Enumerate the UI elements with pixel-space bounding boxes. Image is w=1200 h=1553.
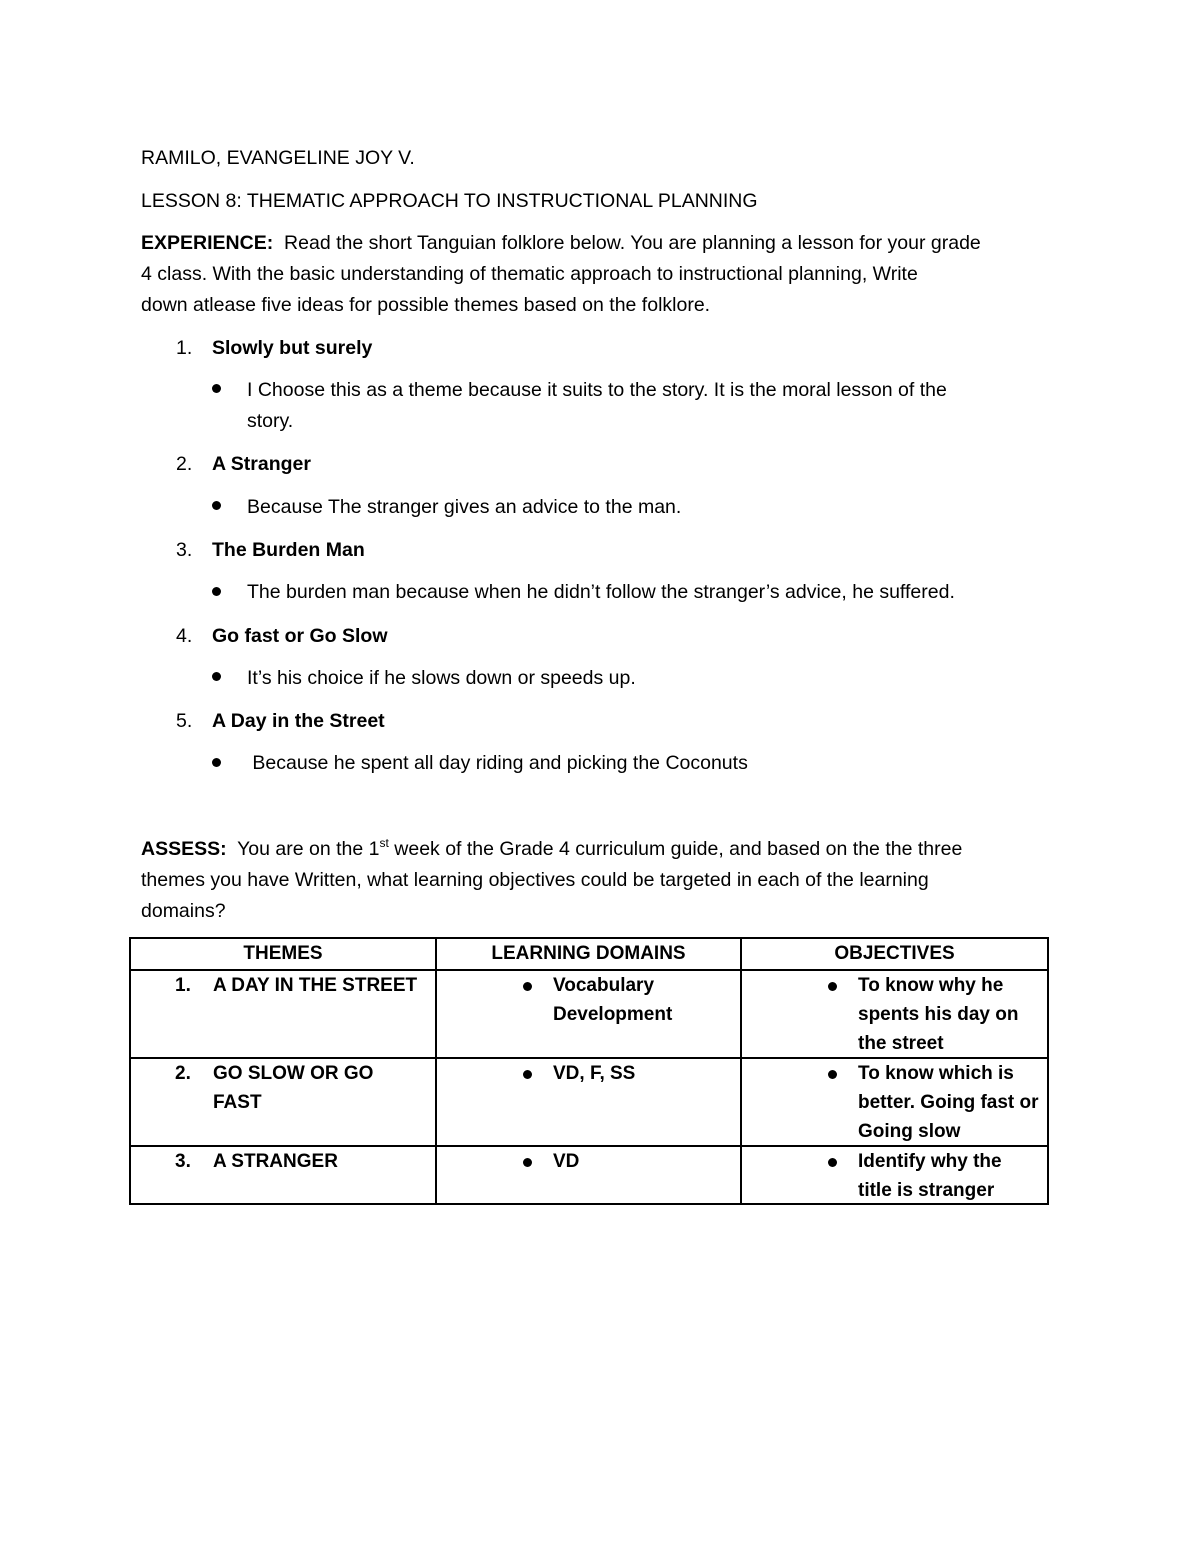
theme-title: A Stranger xyxy=(212,453,311,475)
bullet-icon xyxy=(212,587,221,596)
row-theme: A DAY IN THE STREET xyxy=(213,975,418,996)
bullet-icon xyxy=(523,1070,532,1079)
table-row xyxy=(130,1058,1048,1146)
assess-text-b: week of the Grade 4 curriculum guide, and based on the the three xyxy=(388,838,963,860)
theme-title: Slowly but surely xyxy=(212,337,373,359)
domain-cell xyxy=(436,1146,741,1204)
experience-line-1 xyxy=(141,231,981,255)
assess-line-1 xyxy=(141,837,962,861)
row-theme: A STRANGER xyxy=(213,1151,338,1172)
bullet-icon xyxy=(212,758,221,767)
assess-label: ASSESS: xyxy=(141,838,227,860)
bullet-icon xyxy=(828,1158,837,1167)
bullet-icon xyxy=(212,501,221,510)
row-objective: To know why he spents his day on the street xyxy=(858,975,1019,1054)
theme-number: 2. xyxy=(176,453,193,475)
experience-label: EXPERIENCE: xyxy=(141,232,274,254)
row-number: 1. xyxy=(175,975,191,996)
header-learning-domains: LEARNING DOMAINS xyxy=(436,938,741,970)
bullet-icon xyxy=(523,982,532,991)
domain-cell xyxy=(436,970,741,1058)
theme-reason: story. xyxy=(247,410,294,432)
theme-number: 3. xyxy=(176,539,193,561)
row-domain: VD xyxy=(553,1151,580,1172)
objectives-table xyxy=(129,937,1049,1205)
experience-line-3: down atlease five ideas for possible themes based on the folklore. xyxy=(141,294,711,316)
table-row xyxy=(130,1146,1048,1204)
domain-cell xyxy=(436,1058,741,1146)
table-header-row xyxy=(130,938,1048,970)
row-number: 2. xyxy=(175,1063,191,1084)
theme-number: 5. xyxy=(176,710,193,732)
experience-line-2: 4 class. With the basic understanding of thematic approach to instructional planning, Write xyxy=(141,263,918,285)
bullet-icon xyxy=(212,672,221,681)
theme-number: 4. xyxy=(176,625,193,647)
row-domain: VD, F, SS xyxy=(553,1063,636,1084)
assess-line-2: themes you have Written, what learning objectives could be targeted in each of the learning xyxy=(141,869,929,891)
theme-reason: Because he spent all day riding and picking the Coconuts xyxy=(247,752,748,774)
theme-title: The Burden Man xyxy=(212,539,365,561)
theme-cell xyxy=(130,1058,436,1146)
bullet-icon xyxy=(828,1070,837,1079)
table-row xyxy=(130,970,1048,1058)
experience-text-1: Read the short Tanguian folklore below. You are planning a lesson for your grade xyxy=(284,232,981,254)
bullet-icon xyxy=(828,982,837,991)
row-theme: GO SLOW OR GO FAST xyxy=(213,1063,374,1113)
theme-reason: The burden man because when he didn’t follow the stranger’s advice, he suffered. xyxy=(247,581,955,603)
theme-title: A Day in the Street xyxy=(212,710,385,732)
theme-reason: I Choose this as a theme because it suits to the story. It is the moral lesson of the xyxy=(247,379,947,401)
lesson-title: LESSON 8: THEMATIC APPROACH TO INSTRUCTIONAL PLANNING xyxy=(141,190,758,212)
assess-text-a: You are on the 1 xyxy=(237,838,380,860)
objective-cell xyxy=(741,1058,1048,1146)
objective-cell xyxy=(741,970,1048,1058)
assess-line-3: domains? xyxy=(141,900,226,922)
theme-title: Go fast or Go Slow xyxy=(212,625,388,647)
row-objective: Identify why the title is stranger xyxy=(858,1151,1002,1201)
theme-cell xyxy=(130,1146,436,1204)
header-objectives: OBJECTIVES xyxy=(741,938,1048,970)
assess-sup: st xyxy=(379,835,389,850)
theme-number: 1. xyxy=(176,337,193,359)
header-themes: THEMES xyxy=(130,938,436,970)
student-name: RAMILO, EVANGELINE JOY V. xyxy=(141,147,415,169)
bullet-icon xyxy=(212,384,221,393)
row-number: 3. xyxy=(175,1151,191,1172)
theme-cell xyxy=(130,970,436,1058)
theme-reason: It’s his choice if he slows down or speeds up. xyxy=(247,667,636,689)
row-objective: To know which is better. Going fast or Going slow xyxy=(858,1063,1039,1142)
row-domain: Vocabulary Development xyxy=(553,975,673,1025)
bullet-icon xyxy=(523,1158,532,1167)
theme-reason: Because The stranger gives an advice to the man. xyxy=(247,496,682,518)
objective-cell xyxy=(741,1146,1048,1204)
